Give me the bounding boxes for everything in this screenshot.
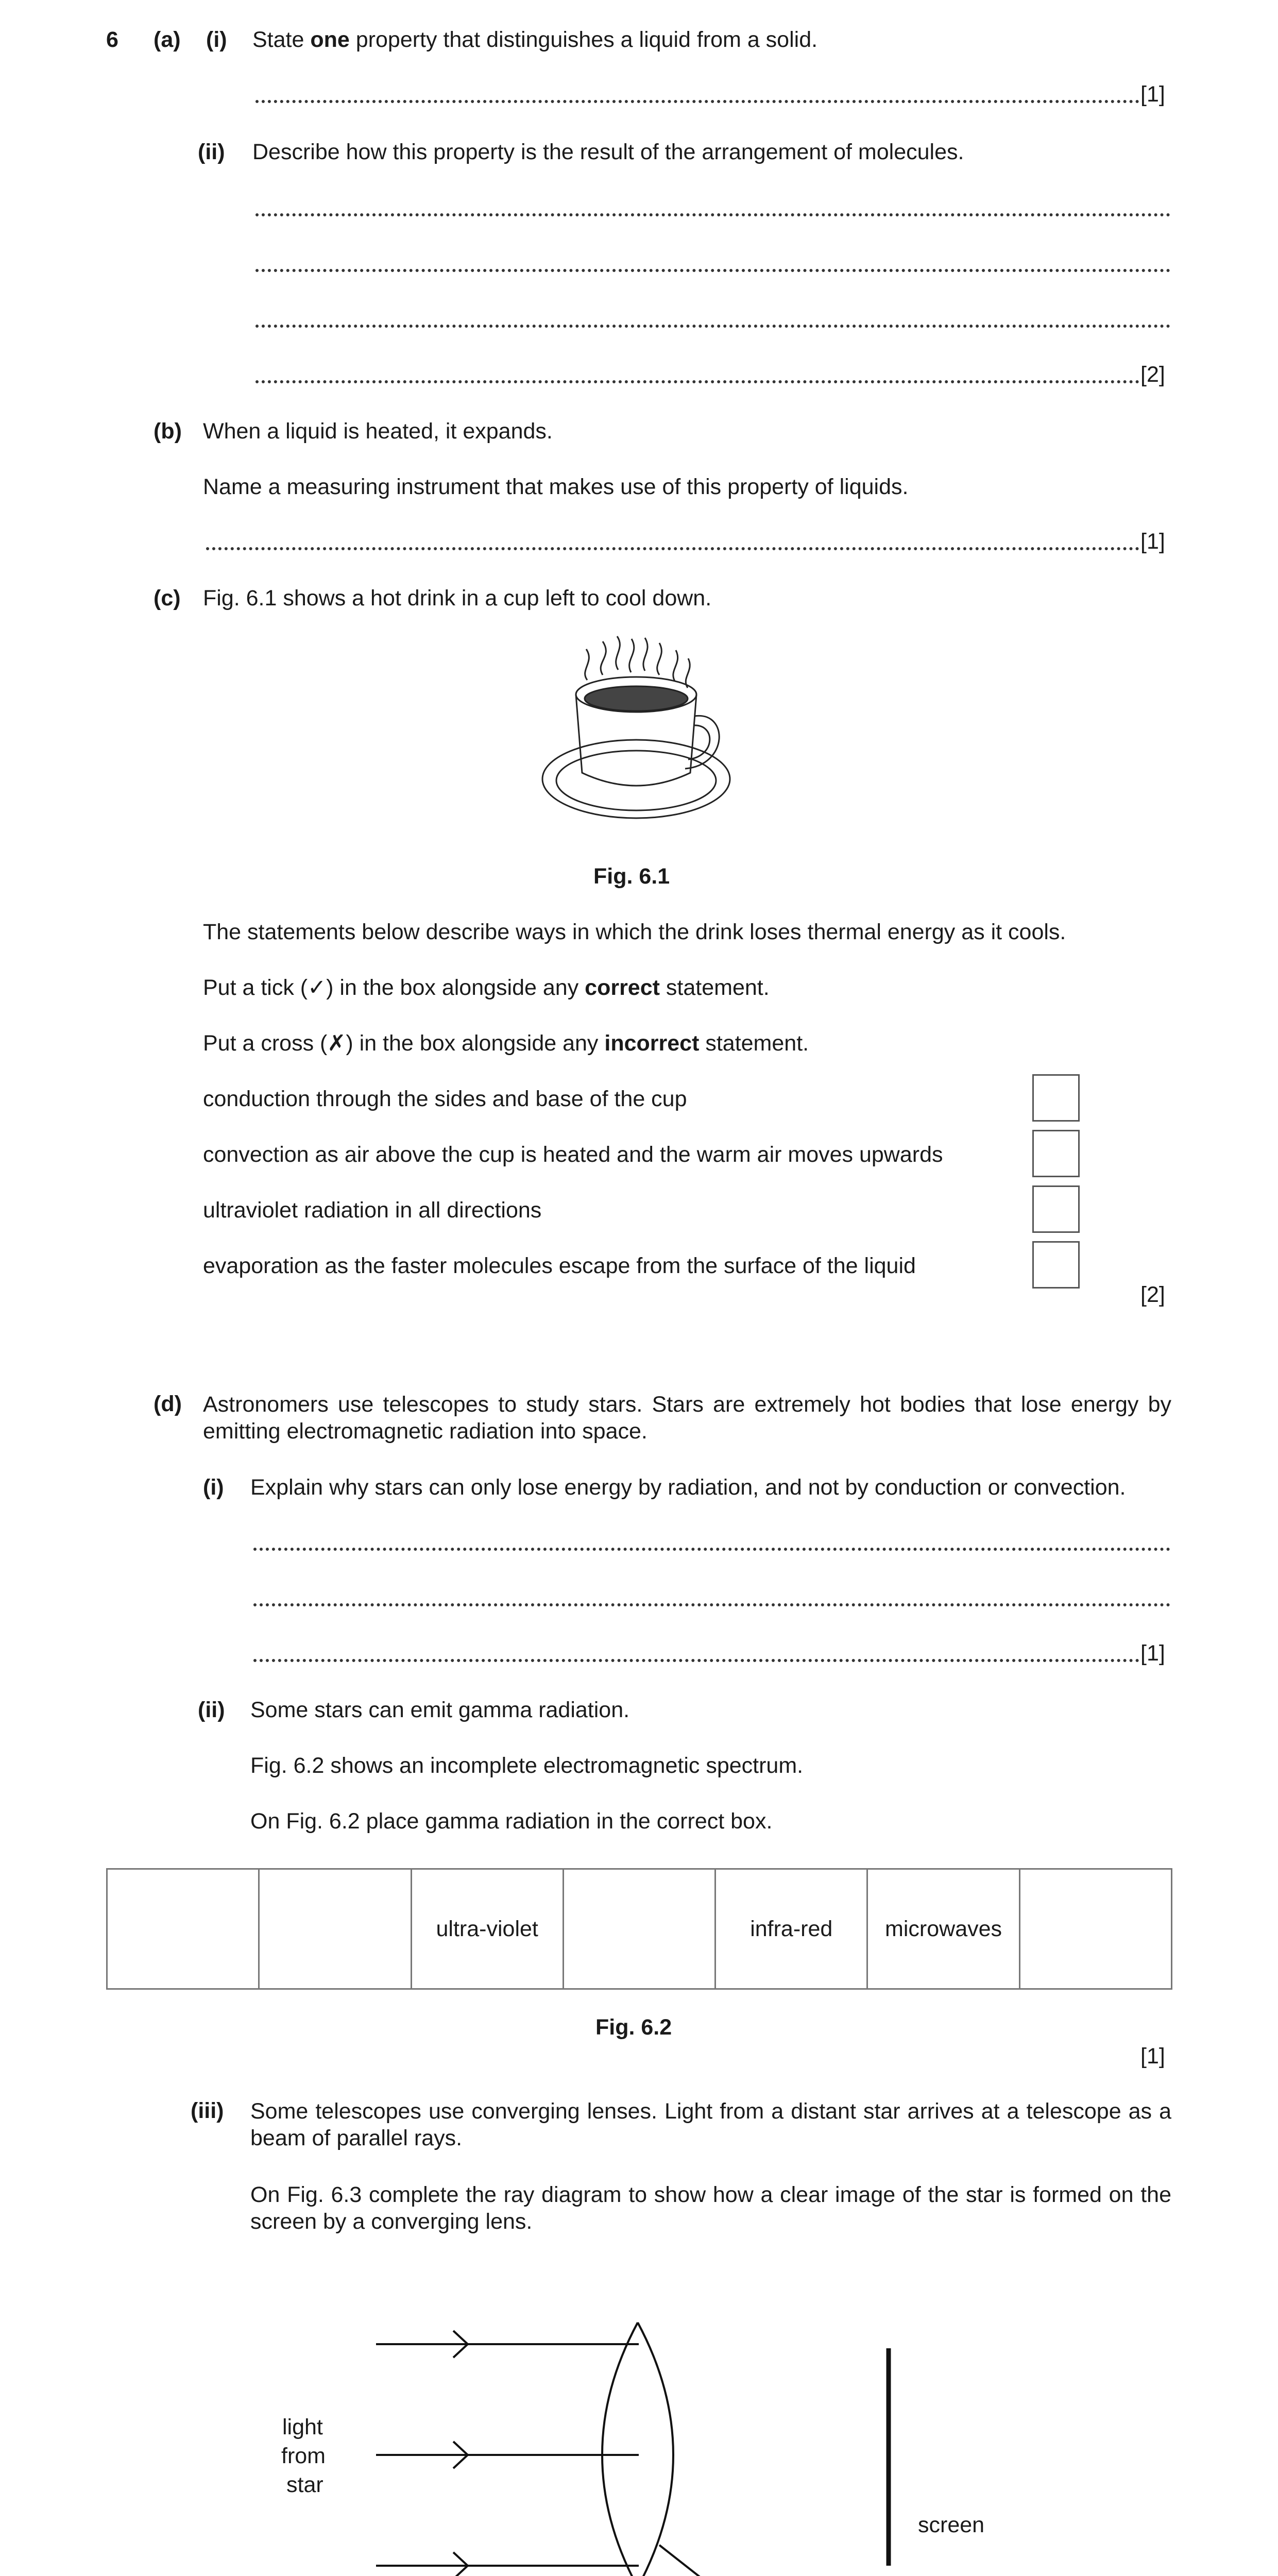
answer-checkbox[interactable] <box>1032 1130 1080 1177</box>
part-d-i-label: (i) <box>203 1475 224 1500</box>
spectrum-box[interactable] <box>564 1870 716 1988</box>
tick-instruction: Put a tick (✓) in the box alongside any correct statement. <box>203 975 770 1000</box>
part-c-label: (c) <box>154 586 181 611</box>
spectrum-box[interactable] <box>1020 1870 1171 1988</box>
part-d-label: (d) <box>154 1392 182 1416</box>
spectrum-box[interactable]: ultra-violet <box>412 1870 564 1988</box>
part-a-i-label: (i) <box>206 27 227 52</box>
mark-allocation: [1] <box>1140 82 1165 107</box>
mark-allocation: [1] <box>1140 1641 1165 1666</box>
part-d-ii-text-2: Fig. 6.2 shows an incomplete electromagnetic spectrum. <box>250 1753 804 1778</box>
statement-text: conduction through the sides and base of the cup <box>203 1087 687 1111</box>
part-d-ii-text-1: Some stars can emit gamma radiation. <box>250 1698 630 1722</box>
spectrum-box[interactable]: microwaves <box>868 1870 1020 1988</box>
answer-line[interactable] <box>255 246 1170 272</box>
answer-line[interactable] <box>255 358 1139 383</box>
mark-allocation: [1] <box>1140 2044 1165 2069</box>
answer-line[interactable] <box>253 1581 1170 1606</box>
spectrum-box[interactable]: infra-red <box>716 1870 868 1988</box>
part-a-ii-text: Describe how this property is the result of the arrangement of molecules. <box>252 140 964 164</box>
spectrum-box[interactable] <box>260 1870 412 1988</box>
statement-text: ultraviolet radiation in all directions <box>203 1198 542 1223</box>
part-d-iii-text-1: Some telescopes use converging lenses. Light from a distant star arrives at a telescope as a beam of parallel rays. <box>250 2099 1171 2150</box>
question-number: 6 <box>106 27 118 52</box>
part-a-label: (a) <box>154 27 181 52</box>
spectrum-box[interactable] <box>108 1870 260 1988</box>
light-label: from <box>281 2444 326 2468</box>
statement-text: convection as air above the cup is heated and the warm air moves upwards <box>203 1142 943 1167</box>
part-d-text: Astronomers use telescopes to study stars. Stars are extremely hot bodies that lose energy by emitting electromagnetic radiation into space. <box>203 1392 1171 1444</box>
mark-allocation: [2] <box>1140 1282 1165 1307</box>
part-b-text-2: Name a measuring instrument that makes use of this property of liquids. <box>203 474 909 499</box>
answer-line[interactable] <box>255 77 1139 103</box>
figure-caption: Fig. 6.1 <box>593 864 670 889</box>
answer-line[interactable] <box>255 191 1170 216</box>
part-a-ii-label: (ii) <box>198 140 225 164</box>
part-d-iii-label: (iii) <box>191 2098 224 2123</box>
part-d-ii-label: (ii) <box>198 1698 225 1722</box>
part-a-i-text: State one property that distinguishes a liquid from a solid. <box>252 27 818 52</box>
answer-checkbox[interactable] <box>1032 1185 1080 1233</box>
answer-line[interactable] <box>253 1525 1170 1551</box>
light-label: star <box>286 2472 323 2497</box>
mark-allocation: [1] <box>1140 529 1165 554</box>
part-d-i-text: Explain why stars can only lose energy by radiation, and not by conduction or convection. <box>250 1475 1126 1500</box>
light-label: light <box>282 2415 323 2439</box>
answer-line[interactable] <box>206 524 1139 550</box>
answer-checkbox[interactable] <box>1032 1241 1080 1289</box>
answer-checkbox[interactable] <box>1032 1074 1080 1122</box>
part-c-text: Fig. 6.1 shows a hot drink in a cup left to cool down. <box>203 586 712 611</box>
part-b-text-1: When a liquid is heated, it expands. <box>203 419 553 444</box>
statement-text: evaporation as the faster molecules escape from the surface of the liquid <box>203 1253 916 1278</box>
cross-instruction: Put a cross (✗) in the box alongside any incorrect statement. <box>203 1031 809 1056</box>
hot-drink-cup-illustration <box>531 634 747 835</box>
screen-label: screen <box>918 2513 985 2537</box>
answer-line[interactable] <box>255 302 1170 328</box>
part-d-ii-text-3: On Fig. 6.2 place gamma radiation in the correct box. <box>250 1809 773 1834</box>
part-d-iii-text-2: On Fig. 6.3 complete the ray diagram to show how a clear image of the star is formed on the screen by a converging lens. <box>250 2182 1171 2234</box>
electromagnetic-spectrum-table <box>106 1868 1172 1990</box>
mark-allocation: [2] <box>1140 362 1165 387</box>
ray-diagram[interactable] <box>371 2308 989 2576</box>
part-b-label: (b) <box>154 419 182 444</box>
answer-line[interactable] <box>253 1636 1139 1662</box>
part-c-intro: The statements below describe ways in which the drink loses thermal energy as it cools. <box>203 920 1066 944</box>
figure-caption: Fig. 6.2 <box>595 2015 672 2040</box>
